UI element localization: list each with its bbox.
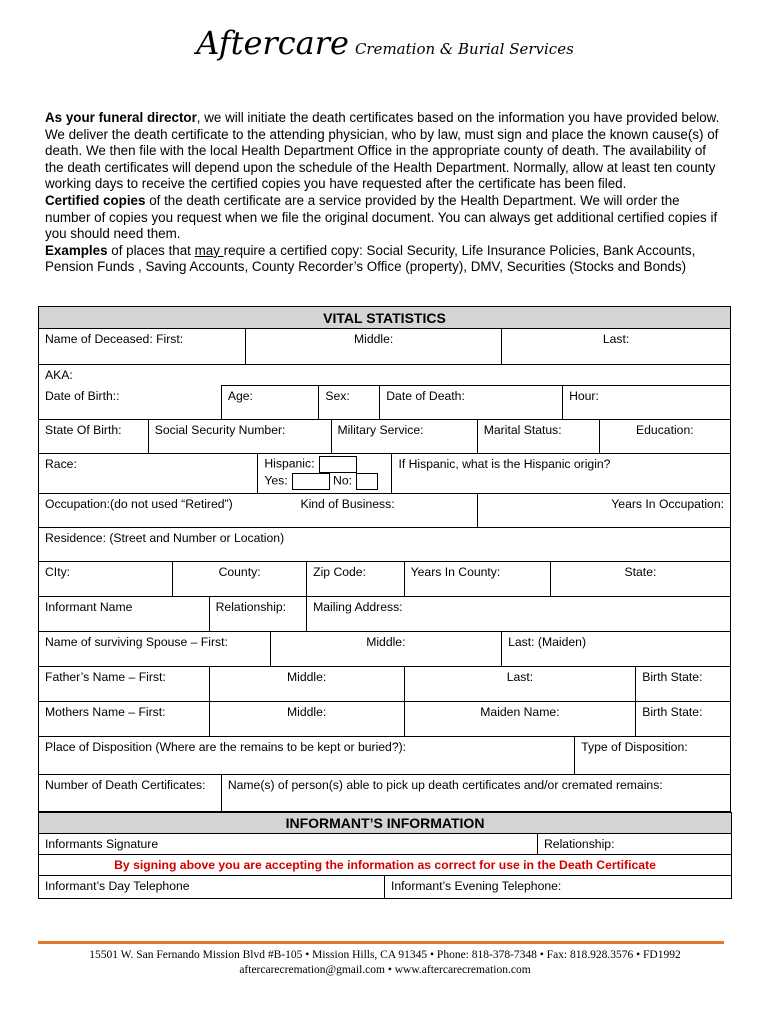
state-field[interactable]: State: xyxy=(550,562,730,597)
hispanic-origin-field[interactable]: If Hispanic, what is the Hispanic origin? xyxy=(392,454,731,494)
spouse-last-name-field[interactable]: Last: (Maiden) xyxy=(502,632,731,667)
intro-text xyxy=(45,110,725,276)
zip-code-field[interactable]: Zip Code: xyxy=(307,562,405,597)
spouse-first-name-field[interactable]: Name of surviving Spouse – First: xyxy=(39,632,271,667)
footer-contact: aftercarecremation@gmail.com • www.aftercarecremation.com xyxy=(239,964,531,976)
intro-p3-post: require a certified copy: Social Security, Life Insurance Policies, Bank Accounts, Pension Funds , Saving Accounts, County Recorder’s Office (property), DMV, Securities (Stocks and Bonds) xyxy=(45,242,696,275)
education-field[interactable]: Education: xyxy=(599,420,730,454)
spouse-middle-name-field[interactable]: Middle: xyxy=(270,632,502,667)
father-middle-name-field[interactable]: Middle: xyxy=(209,667,404,702)
mailing-address-field[interactable]: Mailing Address: xyxy=(307,597,731,632)
informant-signature-field[interactable]: Informants Signature xyxy=(39,834,538,855)
informant-sig-relationship-field[interactable]: Relationship: xyxy=(538,834,732,855)
footer-address: 15501 W. San Fernando Mission Blvd #B-105 • Mission Hills, CA 91345 • Phone: 818-378-7348 • Fax: 818.928.3576 • FD1992 xyxy=(89,949,681,961)
intro-p1-text: , we will initiate the death certificates based on the information you have provided below. We deliver the death certificate to the attending physician, who by law, must sign and place the known cause(s) of death. We then file with the local Health Department Office in the appropriate county of death. The availability of the death certificates will depend upon the schedule of the Health Department. Normally, allow at least ten county working days to receive the certified copies you have requested after the certificate has been filed. xyxy=(45,110,720,192)
aka-field[interactable]: AKA: xyxy=(39,365,731,386)
hour-field[interactable]: Hour: xyxy=(563,386,731,420)
day-telephone-field[interactable]: Informant’s Day Telephone xyxy=(39,876,385,899)
hispanic-label: Hispanic: xyxy=(264,456,315,471)
footer-divider xyxy=(38,941,724,944)
kind-of-business-field[interactable]: Kind of Business: xyxy=(294,494,477,528)
intro-p3-underline: may xyxy=(194,242,224,258)
mother-first-name-field[interactable]: Mothers Name – First: xyxy=(39,702,210,737)
intro-paragraph-2 xyxy=(45,193,725,243)
brand-name: Aftercare xyxy=(196,24,349,62)
informant-name-field[interactable]: Informant Name xyxy=(39,597,210,632)
hispanic-no-box[interactable] xyxy=(356,473,378,490)
informant-heading: INFORMANT’S INFORMATION xyxy=(39,813,732,834)
date-of-death-field[interactable]: Date of Death: xyxy=(380,386,563,420)
mother-birth-state-field[interactable]: Birth State: xyxy=(636,702,731,737)
pickup-names-field[interactable]: Name(s) of person(s) able to pick up death certificates and/or cremated remains: xyxy=(221,775,730,812)
mother-middle-name-field[interactable]: Middle: xyxy=(209,702,404,737)
father-last-name-field[interactable]: Last: xyxy=(404,667,636,702)
brand-subtitle: Cremation & Burial Services xyxy=(354,40,574,58)
vital-statistics-table xyxy=(38,306,731,812)
city-field[interactable]: CIty: xyxy=(39,562,173,597)
state-of-birth-field[interactable]: State Of Birth: xyxy=(39,420,149,454)
deceased-last-name-field[interactable]: Last: xyxy=(502,329,731,365)
evening-telephone-field[interactable]: Informant’s Evening Telephone: xyxy=(385,876,732,899)
hispanic-field[interactable] xyxy=(258,454,392,494)
intro-p1-bold: As your funeral director xyxy=(45,110,197,125)
intro-p3-pre: of places that xyxy=(107,242,195,258)
intro-p3-bold: Examples xyxy=(45,242,108,258)
deceased-middle-name-field[interactable]: Middle: xyxy=(246,329,502,365)
vital-statistics-heading: VITAL STATISTICS xyxy=(39,307,731,329)
date-of-birth-field[interactable]: Date of Birth:: xyxy=(39,386,222,420)
ssn-field[interactable]: Social Security Number: xyxy=(148,420,331,454)
sex-field[interactable]: Sex: xyxy=(319,386,380,420)
footer xyxy=(0,948,770,978)
hispanic-box[interactable] xyxy=(319,456,357,473)
marital-status-field[interactable]: Marital Status: xyxy=(477,420,599,454)
hispanic-no-label: No: xyxy=(333,473,353,488)
disposition-place-field[interactable]: Place of Disposition (Where are the remains to be kept or buried?): xyxy=(39,737,575,775)
hispanic-yes-box[interactable] xyxy=(292,473,330,490)
race-field[interactable]: Race: xyxy=(39,454,258,494)
county-field[interactable]: County: xyxy=(173,562,307,597)
informant-table xyxy=(38,812,732,899)
letterhead xyxy=(0,24,770,62)
age-field[interactable]: Age: xyxy=(221,386,319,420)
intro-p2-bold: Certified copies xyxy=(45,192,146,208)
intro-p2-text: of the death certificate are a service provided by the Health Department. We will order the number of copies you request when we file the original document. You can always get additional certified copies if you should need them. xyxy=(45,192,718,242)
occupation-field[interactable]: Occupation:(do not used “Retired”) xyxy=(39,494,295,528)
residence-field[interactable]: Residence: (Street and Number or Location) xyxy=(39,528,731,562)
hispanic-yes-label: Yes: xyxy=(264,473,288,488)
years-in-county-field[interactable]: Years In County: xyxy=(404,562,550,597)
mother-maiden-name-field[interactable]: Maiden Name: xyxy=(404,702,636,737)
informant-relationship-field[interactable]: Relationship: xyxy=(209,597,307,632)
intro-paragraph-1 xyxy=(45,110,725,193)
number-of-certificates-field[interactable]: Number of Death Certificates: xyxy=(39,775,222,812)
father-birth-state-field[interactable]: Birth State: xyxy=(636,667,731,702)
years-in-occupation-field[interactable]: Years In Occupation: xyxy=(477,494,730,528)
deceased-first-name-field[interactable]: Name of Deceased: First: xyxy=(39,329,246,365)
disposition-type-field[interactable]: Type of Disposition: xyxy=(575,737,731,775)
intro-paragraph-3 xyxy=(45,243,725,276)
father-first-name-field[interactable]: Father’s Name – First: xyxy=(39,667,210,702)
signature-warning: By signing above you are accepting the information as correct for use in the Death Certificate xyxy=(39,855,732,876)
military-service-field[interactable]: Military Service: xyxy=(331,420,477,454)
